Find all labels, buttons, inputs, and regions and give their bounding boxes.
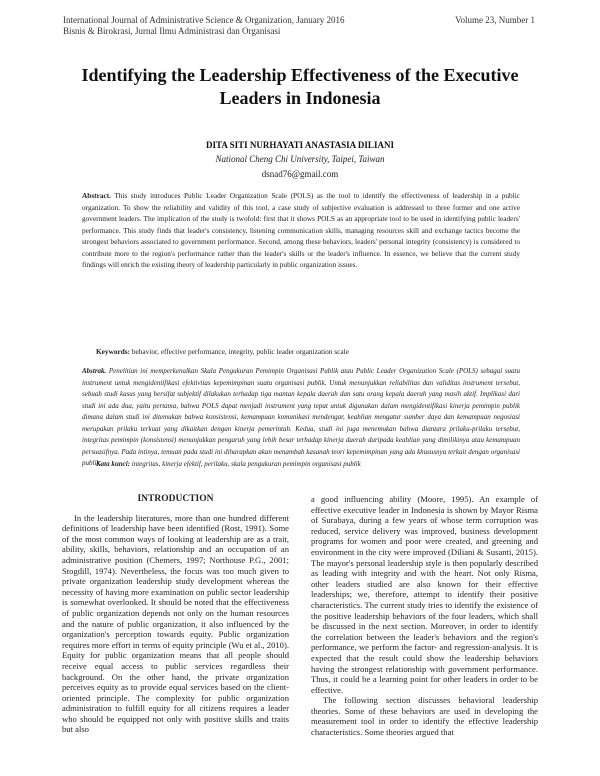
abstrak-text: Penelitian ini memperkenalkan Skala Pengukuran Pemimpin Organisasi Publik atau Public Leader Organization Scale (POLS) sebagai suatu instrument untuk mengidentifikasi efektivitas kepemimpinan suatu organisasi publik. Untuk menunjukkan reliabilitas dan validitas instrument tersebut, sebuah studi kasus yang bersifat subjektif dilakukan terhadap tiga mantan kepala daerah dan satu orang kepala daerah yang masih aktif. Implikasi dari studi ini ada dua, yaitu pertama, bahwa POLS dapat menjadi instrument yang tepat untuk digunakan dalam mengidentifikasi kinerja pemimpin publik dimana dalam studi ini ditemukan bahwa konsistensi, kemampuan komunikasi mendengar, keahlian mengatur sumber daya dan kemampuan negosiasi merupakan prilaku terkuat yang dikaitkan dengan kinerja pemerintah. Kedua, studi ini juga menemukan bahwa diantara prilaku-prilaku tersebut, integritas pemimpin (konsistensi) menunjukkan pengaruh yang lebih besar terhadap kinerja daerah daripada keahlian yang dimilikinya atau kemampuan persuasifnya. Pada intinya, temuan pada studi ini diharapkan akan menambah kasanah teori kepemimpinan yang ada khususnya terkait dengan organisasi publik. <box>82 367 520 467</box>
katakunci-label: Kata kunci: <box>96 460 131 468</box>
keywords <box>96 347 516 356</box>
left-column <box>62 494 289 735</box>
paper-title: Identifying the Leadership Effectiveness of the Executive Leaders in Indonesia <box>81 65 519 108</box>
abstrak-label: Abstrak. <box>82 367 107 375</box>
journal-name: International Journal of Administrative Science & Organization, January 2016 <box>63 15 345 25</box>
author-affiliation: National Cheng Chi University, Taipei, Taiwan <box>215 154 385 164</box>
abstract-text: This study introduces Public Leader Organization Scale (POLS) as the tool to identify the effectiveness of leadership in a public organization. To show the reliability and validity of this tool, a case study of subjective evaluation is addressed to three former and one active government leaders. The implication of the study is twofold: first that it shows POLS as an appropriate tool to be used in identifying public leaders' performance. This study finds that leader's consistency, listening communication skills, managing resources skill and exchange tactics become the strongest behaviors associated to government performance. Second, among these behaviors, leaders' personal integrity (consistency) is considered to contribute more to the region's performance rather than the leader's skills or the leader's influence. In essence, we believe that the current study findings will enrich the existing theory of leadership particularly in public organization issues. <box>82 191 520 269</box>
katakunci-text: integritas, kinerja efektif, perilaku, skala pengukuran pemimpin organisasi publik <box>130 460 361 468</box>
author-email: dsnad76@gmail.com <box>261 169 339 179</box>
introduction-heading: INTRODUCTION <box>137 494 214 504</box>
intro-paragraph-1: In the leadership literatures, more than one hundred different definitions of leadership have been identified (Rost, 1991). Some of the most common ways of looking at leadership are as a trait, ability, skills, behaviors, relationship and an occupation of an administrative position (Chemers, 1997; Northouse P.G., 2001; Stogdill, 1974). Nevertheless, the focus was too much given to private organization leadership study development whereas the necessity of having more examination on public sector leadership is somewhat overlooked. It should be noted that the effectiveness of public organization depends not only on the human resources and the nature of public organization, it also influenced by the organization's perception towards equity. Public organization requires more effort in terms of equity principle (Wu et al., 2010). Equity for public organization means that all people should receive equal access to public services regardless their background. On the other hand, the private organization perceives equity as to provide equal services based on the client-oriented principle. The complexity for public organization administration to fulfill equity for all citizens requires a leader who should be equipped not only with positive skills and traits but also <box>62 512 289 735</box>
keywords-label: Keywords: <box>96 347 131 356</box>
intro-paragraph-3: The following section discusses behavioral leadership theories. Some of these behaviors are used in developing the measurement tool in order to identify the effective leadership characteristics. Some theories argued that <box>311 695 538 738</box>
journal-header <box>63 15 345 37</box>
volume-number: Volume 23, Number 1 <box>455 15 535 25</box>
right-column <box>311 494 538 738</box>
abstract-label: Abstract. <box>82 191 111 200</box>
abstrak <box>82 366 520 470</box>
abstract <box>82 190 520 271</box>
journal-subname: Bisnis & Birokrasi, Jurnal Ilmu Administrasi dan Organisasi <box>63 26 281 36</box>
kata-kunci <box>96 460 516 468</box>
intro-paragraph-2: a good influencing ability (Moore, 1995). An example of effective executive leader in Indonesia is shown by Mayor Risma of Surabaya, during a few years of whose term corruption was reduced, service delivery was improved, business development programs for women and poor were created, and greening and environment in the city were improved (Diliani & Susanti, 2015). The mayor's personal leadership style is then popularly described as leading with integrity and with the heart. Not only Risma, other leaders studied are also known for their effective leaderships; we, therefore, attempt to identify their positive characteristics. The current study tries to identify the existence of the positive leadership behaviors of the four leaders, which shall be discussed in the next section. Moreover, in order to identify the correlation between the leader's behaviors and the region's performance, we perform the factor- and regression-analysis. It is expected that the result could show the leadership behaviors having the strongest relationship with government performance. Thus, it could be a learning point for other leaders in order to be effective. <box>311 494 538 695</box>
author-name: DITA SITI NURHAYATI ANASTASIA DILIANI <box>206 140 394 150</box>
keywords-text: behavior, effective performance, integrity, public leader organization scale <box>130 347 349 356</box>
